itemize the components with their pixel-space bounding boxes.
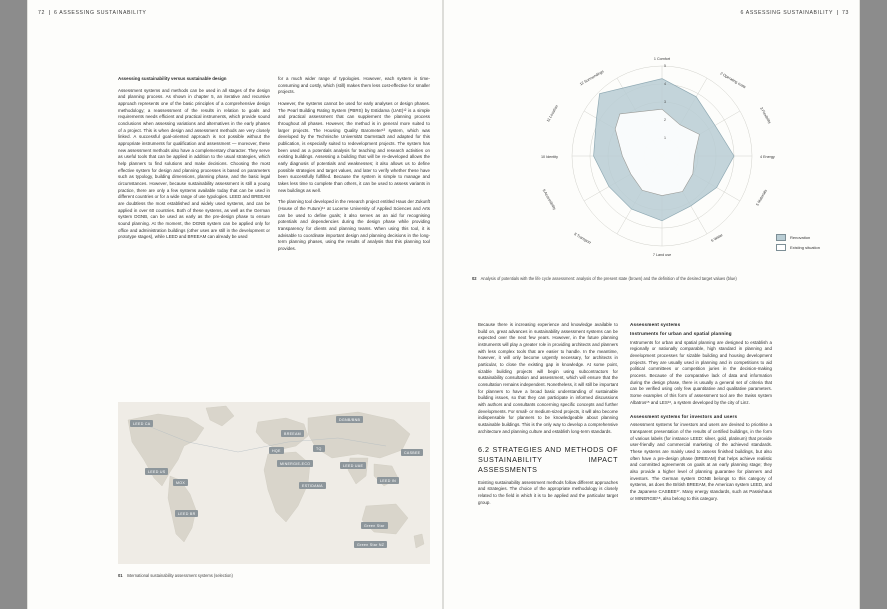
radar-figure-caption [472, 276, 842, 282]
map-label: LEED CA [130, 420, 153, 427]
radar-axis-label: 9 Accessibility [541, 188, 557, 211]
map-label: DGNB/BNB [336, 416, 363, 423]
header-right-title: 6 ASSESSING SUSTAINABILITY [740, 10, 834, 16]
page-number-left: 72 [38, 10, 45, 16]
section-heading: 6.2 STRATEGIES AND METHODS OF SUSTAINABILITY IMPACT ASSESSMENTS [478, 445, 618, 474]
right-column-1 [478, 322, 618, 511]
right-col2-paragraph-1: Instruments for urban and spatial planning are designed to establish a regionally or nationally comparable, high standard in planning and development processes for sizable building and housing development projects. They are usually used in planning and in competitions to aid political committees or competition juries in the decision-making process. Because of the comparative lack of data and information during the design phase, there is usually a general set of criteria that can be verified using only few quantitative and qualitative parameters. Some examples of this form of assessment tool are the Swiss system Albatros¹⁵ and LES¹⁶, a system developed by the city of Linz. [630, 339, 772, 405]
urban-planning-subheading: Instruments for urban and spatial planning [630, 330, 732, 336]
radar-tick-1: 1 [664, 136, 666, 140]
header-right [741, 10, 849, 16]
radar-axis-label: 11 Location [546, 104, 559, 123]
investors-users-heading: Assessment systems for investors and users [630, 413, 738, 419]
right-col2-paragraph-2: Assessment systems for investors and users are devised to prioritise a transparent presentation of the results of certified buildings, in the form of various labels (for instance LEED: silver, gold, platinum) that provide user-friendly and commercial marketing of the achieved standards. These systems are mainly used to assess finished buildings, but also often have a pre-design phase (BREEAM) that helps achieve realistic and committed agreements on goals at an early planning stage; they also provide a higher level of planning guarantee for planners and investors. The German system DGNB belongs to this category of systems, as does the British BREEAM, the American system LEED, and the Japanese CASBEE¹⁷. Many energy standards, such as Passivhaus or MINERGIE¹⁸, also belong to this category. [630, 422, 772, 501]
map-label: LEED US [145, 468, 168, 475]
radar-axis-label: 1 Comfort [653, 57, 671, 61]
right-col1-section-text: Existing sustainability assessment methods follow different approaches and strategies. The choice of the appropriate methodology is closely related to the field in which it is to be applied and the particular target group. [478, 479, 618, 505]
map-label: CASBEE [401, 449, 423, 456]
legend-item-renovation: Renovation [776, 234, 820, 241]
legend-swatch-existing [776, 244, 786, 251]
radar-legend [776, 234, 820, 254]
right-col1-paragraph-1: Because there is increasing experience and knowledge available to build on, great advances in sustainability assessment systems can be expected over the next few years. However, in the future planning instruments will play a greater role in providing architects and planners with less complex tools that are easier to handle. In the meantime, however, it will only become urgently necessary, for architects in particular, to close the existing gap in knowledge. At some point, sizable building projects will begin using subcontractors for sustainability consultation and assessment, which will ensure that the consultation remains independent. Nonetheless, it will still be important for planners to have a broad basic understanding of sustainable building issues, so that they can participate in informed discussions with authors and consultants concerning specific concepts and further developments. For small- or medium-sized projects, it will also become indispensable for planners to be knowledgeable about planning sustainable buildings. This is the only way to develop a comprehensive architecture and planning culture and establish long-term standards. [478, 322, 618, 434]
radar-axis-label: 3 Flexibility [759, 106, 772, 125]
map-label: ESTIDAMA [299, 482, 326, 489]
radar-axis-label: 10 Identity [540, 155, 558, 159]
map-figure-caption [118, 573, 428, 579]
left-column-2 [278, 76, 430, 258]
world-map-figure [118, 402, 430, 564]
map-label: MOX [173, 479, 188, 486]
radar-axis-label: 5 Materials [755, 188, 768, 207]
map-label: Green Star [361, 522, 388, 529]
map-label: Green Star NZ [354, 541, 387, 548]
left-col2-paragraph-2: However, the systems cannot be used for early analyses or design phases. The Pearl Building Rating System (PBRS) by Estidama (UAE)¹² is a simple and practical assessment that can supplement the planning process throughout all phases. However, the method is in general more suited to larger projects. The Housing Quality Barometer¹³ system, which was developed by the Technische Universität Darmstadt and adapted for this publication, is especially suited to redevelopment projects. The system has been used as a potentials analysis for teaching and research activities on existing buildings. Assessing a building that will be re-developed allows the early diagnosis of potentials and weaknesses; it also allows us to define possible strategies and target values, and later to verify whether these have been successfully fulfilled. Because the system is simple to manage and takes less time to complete than others, it can be used to assess variants in new buildings as well. [278, 101, 430, 193]
legend-item-existing: Existing situation [776, 244, 820, 251]
left-column-1 [118, 76, 270, 246]
map-label: HQE [269, 447, 284, 454]
page-gutter [442, 0, 444, 609]
radar-tick-3: 3 [664, 100, 666, 104]
radar-axis-label: 4 Energy [760, 155, 775, 159]
figure-caption-text: International sustainability assessment systems (selection) [126, 573, 233, 578]
left-col1-paragraph-1: Assessment systems and methods can be used in all stages of the design and planning process. As shown in chapter 5, an iterative and recursive approach represents one of the basic principles of a comprehensive design methodology; a reassessment of the results in relation to goals and requirements needs efficient and practical instruments, which provide sound conclusions when assessing variations and alternatives in the early phases of a project. This is when design and assessment methods are very closely linked. A successful goal-oriented approach is not possible without the appropriate instruments for qualification and assessment — moreover, these new assessment methods also have a complementary character. They serve as useful tools that can be applied in addition to the usual strategies, which help planners to find solutions and make decisions. Choosing the most effective system for design and planning processes is based on parameters such as typology, building dimensions, planning phase, and the basic legal circumstances. However, because sustainability assessment is still a young practice, there are only a few systems available today that can be used in different countries or for a wide range of use typologies. LEED and BREEAM are doubtless the most established and widely used systems, and can be applied in over 60 countries. Both of these systems, as well as the German system DGNB, can be used as early as the pre-design phase to ensure sound planning. At the moment, the DGNB system can be applied only for office and administration buildings (other uses are still in the development or prototype stages), while LEED and BREEAM can already be used [118, 87, 270, 240]
radar-axis-label: 12 Surroundings [579, 69, 605, 87]
radar-axis-label: 6 Water [710, 233, 724, 243]
figure-number: 01 [118, 573, 123, 578]
left-col2-paragraph-1: for a much wider range of typologies. However, each system is time-consuming and costly, which (still) makes them less cost-effective for smaller projects. [278, 76, 430, 95]
radar-axis-label: 8 Transport [573, 232, 592, 245]
radar-chart [472, 50, 852, 272]
radar-axis-label: 2 Operating costs [719, 71, 747, 90]
page-number-right: 73 [842, 10, 849, 16]
figure-caption-text: Analysis of potentials with the life cycle assessment: analysis of the present state (brown) and the definition of the desired target values (blue) [480, 276, 737, 281]
left-col1-heading: Assessing sustainability versus sustainable design [118, 76, 227, 81]
map-label: BREEAM [281, 430, 304, 437]
map-label: LEED IN [377, 477, 399, 484]
right-column-2 [630, 322, 772, 507]
map-label: TQ [313, 445, 325, 452]
left-col2-paragraph-3: The planning tool developed in the research project entitled Haus der Zukunft (House of the Future)¹⁴ at Lucerne University of Applied Sciences and Arts can be used to define goals; it also serves as an aid for recognising potentials and dependencies during the design phase while providing transparency for clients and planning teams. When using this tool, it is advisable to coordinate important design and planning decisions in the long-term planning phases, using the results of analysis that this planning tool provides. [278, 199, 430, 252]
radar-axis-label: 7 Land use [652, 253, 672, 257]
radar-tick-4: 4 [664, 82, 666, 86]
map-label: LEED UAE [340, 462, 366, 469]
assessment-systems-heading: Assessment systems [630, 322, 681, 327]
radar-tick-2: 2 [664, 118, 666, 122]
figure-number: 02 [472, 276, 477, 281]
map-label: LEED BR [175, 510, 198, 517]
radar-tick-5: 5 [664, 64, 666, 68]
map-label: MINERGIE-ECO [277, 460, 313, 467]
header-left-title: 6 ASSESSING SUSTAINABILITY [53, 10, 147, 16]
header-left [38, 10, 146, 16]
legend-swatch-renovation [776, 234, 786, 241]
